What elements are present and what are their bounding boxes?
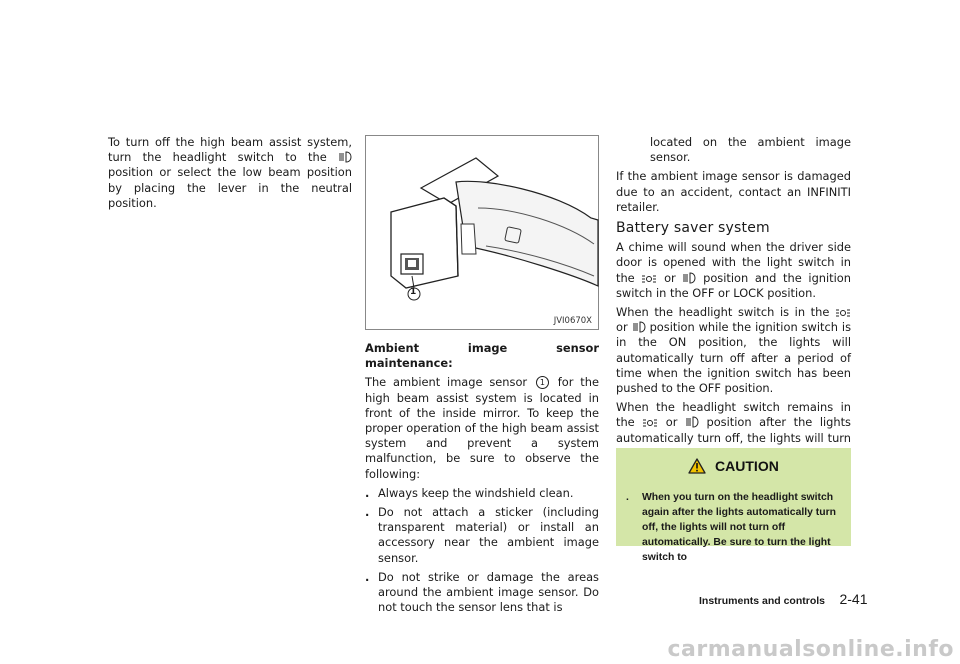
bullet-dot: . [365, 485, 370, 500]
bullet-dot: . [365, 569, 370, 584]
caution-item [626, 490, 846, 565]
parking-light-icon [835, 308, 851, 318]
bullet-dot: . [626, 492, 629, 503]
paragraph-auto-off [616, 305, 851, 396]
mirror-illustration [366, 136, 598, 329]
section-subheading: Ambient image sensor maintenance: [365, 341, 599, 371]
paragraph-text: When the headlight switch remains in the [616, 400, 851, 430]
list-item [365, 505, 599, 566]
paragraph-text: position or select the low beam position by placing the lever in the neutral position. [108, 165, 352, 210]
bullet-dot: . [365, 505, 370, 520]
paragraph-text: for the high beam assist system is located in front of the inside mirror. To keep the proper operation of the high beam assist system and prevent a system malfunction, be sure to observe the following: [365, 375, 599, 481]
paragraph-text: To turn off the high beam assist system, turn the headlight switch to the [108, 135, 352, 165]
callout-marker: 1 [536, 376, 549, 389]
paragraph-text: position after the lights automatically turn off, the lights will turn [616, 415, 851, 445]
list-item-text: Always keep the windshield clean. [378, 485, 574, 500]
paragraph-text: or [665, 415, 678, 430]
paragraph-text: When the headlight switch is in the [616, 305, 830, 320]
paragraph-text: The ambient image sensor [365, 375, 528, 390]
page-number: 2-41 [839, 591, 868, 607]
paragraph-text: A chime will sound when the driver side door is opened with the light switch in the [616, 240, 851, 285]
left-column [108, 135, 352, 215]
parking-light-icon [641, 274, 657, 284]
headlight-icon [632, 321, 646, 333]
paragraph-damage: If the ambient image sensor is damaged due to an accident, contact an INFINITI retailer. [616, 169, 851, 214]
paragraph-chime [616, 240, 851, 301]
paragraph-text: position while the ignition switch is in the ON position, the lights will automatically turn off after a period of time when the ignition switch has been pushed to the OFF position. [616, 320, 852, 396]
figure-callout: 1 [410, 287, 417, 297]
warning-triangle-icon [688, 458, 706, 474]
section-title: Battery saver system [616, 220, 770, 237]
list-item [365, 486, 599, 501]
watermark: carmanualsonline.info [667, 637, 954, 662]
paragraph-turn-off [108, 135, 352, 211]
list-item-text: Do not strike or damage the areas around the ambient image sensor. Do not touch the sensor lens that is [378, 569, 599, 615]
paragraph-sensor-location [365, 375, 599, 481]
paragraph-text: position and the ignition switch in the OFF or LOCK position. [616, 270, 851, 300]
caution-header [616, 458, 851, 474]
page-footer [699, 591, 868, 609]
headlight-icon [338, 151, 352, 163]
figure-code: JVI0670X [553, 316, 592, 326]
paragraph-text: or [664, 270, 676, 285]
parking-light-icon [642, 418, 658, 428]
continued-text: located on the ambient image sensor. [650, 135, 851, 165]
headlight-icon [682, 272, 696, 284]
paragraph-text: or [616, 320, 628, 335]
list-item-text: Do not attach a sticker (including transparent material) or install an accessory near the ambient image sensor. [378, 505, 599, 565]
right-column [616, 135, 851, 480]
list-item [365, 570, 599, 616]
caution-title: CAUTION [715, 458, 779, 474]
middle-column [365, 341, 599, 619]
caution-text: When you turn on the headlight switch again after the lights automatically turn off, the lights will not turn off automatically. Be sure to turn the light switch to [642, 492, 836, 563]
headlight-icon [685, 416, 699, 428]
mirror-sensor-figure [365, 135, 599, 330]
caution-box [616, 448, 851, 563]
footer-section-title: Instruments and controls [699, 595, 826, 607]
